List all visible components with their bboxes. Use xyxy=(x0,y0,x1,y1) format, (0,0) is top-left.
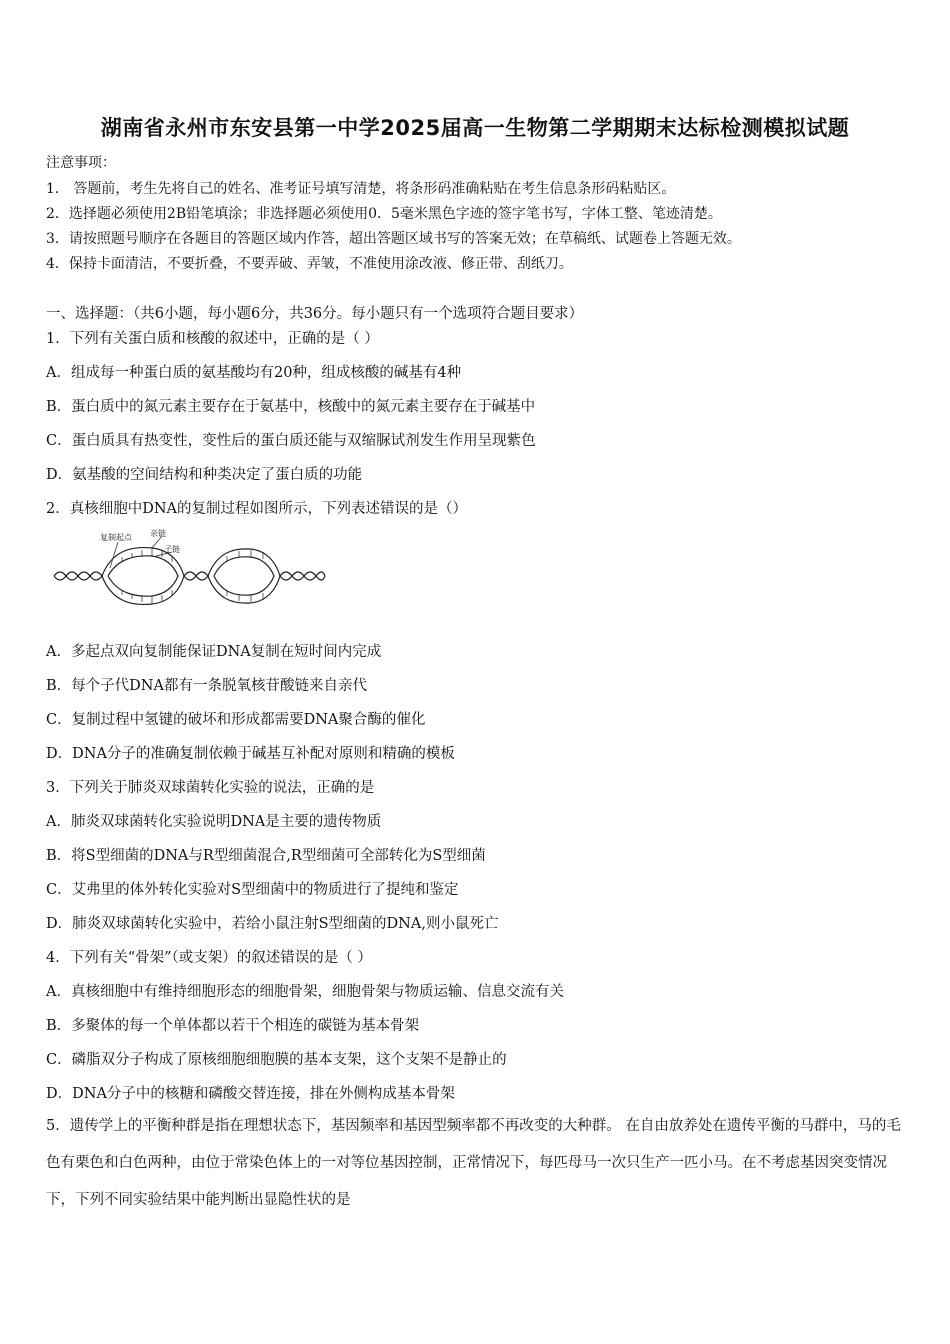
notes-item: 3．请按照题号顺序在各题目的答题区域内作答，超出答题区域书写的答案无效；在草稿纸、试题卷上答题无效。 xyxy=(46,231,741,247)
option-d: D．DNA分子中的核糖和磷酸交替连接，排在外侧构成基本骨架 xyxy=(46,1086,455,1102)
option-b: B．每个子代DNA都有一条脱氧核苷酸链来自亲代 xyxy=(46,678,367,694)
option-a: A．组成每一种蛋白质的氨基酸均有20种，组成核酸的碱基有4种 xyxy=(46,365,462,381)
option-a: A．多起点双向复制能保证DNA复制在短时间内完成 xyxy=(46,644,382,660)
question-stem: 2．真核细胞中DNA的复制过程如图所示，下列表述错误的是（） xyxy=(46,501,468,517)
question-stem: 3．下列关于肺炎双球菌转化实验的说法，正确的是 xyxy=(46,780,375,796)
option-c: C．复制过程中氢键的破坏和形成都需要DNA聚合酶的催化 xyxy=(46,712,426,728)
notes-item: 4．保持卡面清洁，不要折叠，不要弄破、弄皱，不准使用涂改液、修正带、刮纸刀。 xyxy=(46,256,573,272)
label-parent-strand: 亲链 xyxy=(150,529,166,538)
option-c: C．艾弗里的体外转化实验对S型细菌中的物质进行了提纯和鉴定 xyxy=(46,882,459,898)
option-b: B．蛋白质中的氮元素主要存在于氨基中，核酸中的氮元素主要存在于碱基中 xyxy=(46,399,536,415)
option-a: A．真核细胞中有维持细胞形态的细胞骨架，细胞骨架与物质运输、信息交流有关 xyxy=(46,984,564,1000)
option-d: D．氨基酸的空间结构和种类决定了蛋白质的功能 xyxy=(46,467,363,483)
label-origin: 复制起点 xyxy=(100,533,132,542)
question-stem: 1．下列有关蛋白质和核酸的叙述中，正确的是（ ） xyxy=(46,331,379,347)
option-c: C．磷脂双分子构成了原核细胞细胞膜的基本支架，这个支架不是静止的 xyxy=(46,1052,507,1068)
label-daughter-strand: 子链 xyxy=(164,545,180,554)
option-c: C．蛋白质具有热变性，变性后的蛋白质还能与双缩脲试剂发生作用呈现紫色 xyxy=(46,433,536,449)
notes-heading: 注意事项： xyxy=(46,155,116,171)
section-heading: 一、选择题：（共6小题，每小题6分，共36分。每小题只有一个选项符合题目要求） xyxy=(46,306,584,322)
dna-replication-diagram xyxy=(52,528,327,613)
question-stem: 4．下列有关“骨架”（或支架）的叙述错误的是（ ） xyxy=(46,950,372,966)
option-d: D．肺炎双球菌转化实验中，若给小鼠注射S型细菌的DNA,则小鼠死亡 xyxy=(46,916,499,932)
option-b: B．多聚体的每一个单体都以若干个相连的碳链为基本骨架 xyxy=(46,1018,420,1034)
page-title: 湖南省永州市东安县第一中学2025届高一生物第二学期期末达标检测模拟试题 xyxy=(100,116,850,140)
option-a: A．肺炎双球菌转化实验说明DNA是主要的遗传物质 xyxy=(46,814,382,830)
notes-item: 1． 答题前，考生先将自己的姓名、准考证号填写清楚，将条形码准确粘贴在考生信息条形码粘贴区。 xyxy=(46,181,676,197)
notes-item: 2．选择题必须使用2B铅笔填涂；非选择题必须使用0．5毫米黑色字迹的签字笔书写，字体工整、笔迹清楚。 xyxy=(46,206,722,222)
question-stem: 5．遗传学上的平衡种群是指在理想状态下，基因频率和基因型频率都不再改变的大种群。 在自由放养处在遗传平衡的马群中，马的毛色有栗色和白色两种，由位于常染色体上的一对等位基因控制，正常情况下，每匹母马一次只生产一匹小马。在不考虑基因突变情况 下，下列不同实验结果中能判断出显隐性状的是 xyxy=(46,1118,901,1208)
option-d: D．DNA分子的准确复制依赖于碱基互补配对原则和精确的模板 xyxy=(46,746,455,762)
option-b: B．将S型细菌的DNA与R型细菌混合,R型细菌可全部转化为S型细菌 xyxy=(46,848,486,864)
